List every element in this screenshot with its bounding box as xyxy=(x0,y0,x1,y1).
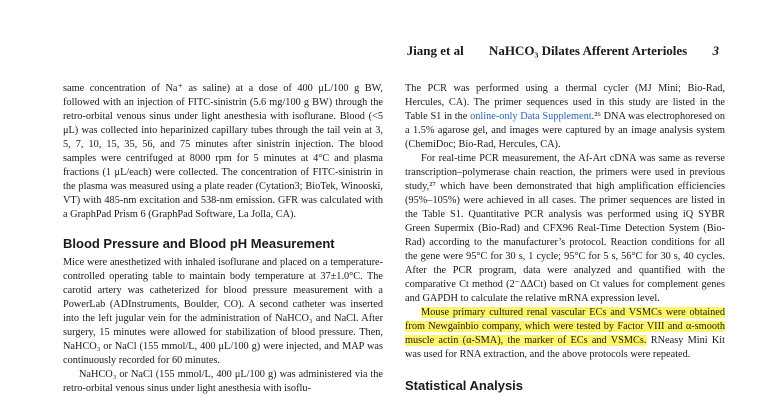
running-head xyxy=(407,43,719,59)
running-head-title: NaHCO₃ Dilates Afferent Arterioles xyxy=(489,43,688,58)
blood-ph-paragraph: NaHCO₃ or NaCl (155 mmol/L, 400 μL/100 g) was administered via the retro-orbital venous sinus under light anesthesia with isoflu- xyxy=(63,369,383,394)
right-column xyxy=(405,82,725,398)
data-supplement-link[interactable]: online-only Data Supplement xyxy=(470,111,592,122)
section-heading-blood-pressure: Blood Pressure and Blood pH Measurement xyxy=(63,236,335,251)
highlighted-text: Mouse primary cultured renal vascular ECs and VSMCs were obtained from Newgainbio company, which were tested by Factor VIII and α-smooth muscle actin (α-SMA), the marker of ECs and VSMCs. xyxy=(405,307,725,346)
pcr-text-1: The PCR was performed using a thermal cycler (MJ Mini; Bio-Rad, Hercules, CA). The primer sequences used in this study are listed in the Table S1 in the xyxy=(405,83,725,122)
section-heading-statistical-analysis: Statistical Analysis xyxy=(405,378,524,393)
blood-pressure-paragraph: Mice were anesthetized with inhaled isoflurane and placed on a temperature-controlled operating table to maintain body temperature at 37±1.0°C. The carotid artery was catheterized for blood pressure measurement with a PowerLab (ADInstruments, Boulder, CO). A second catheter was inserted into the left jugular vein for the administration of NaHCO₃ and NaCl. After surgery, 15 minutes were allowed for stabilization of blood pressure. Then, NaHCO₃ or NaCl (155 mmol/L, 400 μL/100 g) were injected, and MAP was continuously recorded for 60 minutes. xyxy=(63,257,383,366)
running-head-authors: Jiang et al xyxy=(406,43,464,58)
pcr-text-2: .²⁶ DNA was electrophoresed on a 1.5% agarose gel, and images were captured by an image analysis system (ChemiDoc; Bio-Rad, Hercules, CA). xyxy=(405,111,725,150)
cell-culture-paragraph xyxy=(405,306,725,362)
gfr-paragraph: same concentration of Na⁺ as saline) at a dose of 400 μL/100 g BW, followed with an injection of FITC-sinistrin (5.6 mg/100 g BW) through the retro-orbital venous sinus under light anesthesia with isoflurane. Blood (<5 μL) was collected into heparinized capillary tubes through the tail vein at 3, 5, 7, 10, 15, 35, 56, and 75 minutes after sinistrin injection. The blood samples were centrifuged at 8000 rpm for 5 minutes at 4°C and plasma fractions (1 μL/each) were collected. The concentration of FITC-sinistrin in the plasma was measured using a plate reader (Cytation3; BioTek, Winooski, VT) with 485-nm excitation and 538-nm emission. GFR was calculated with a GraphPad Prism 6 (GraphPad Software, La Jolla, CA). xyxy=(63,83,383,220)
cell-culture-text: RNeasy Mini Kit was used for RNA extraction, and the above protocols were repeated. xyxy=(405,335,725,360)
pcr-paragraph xyxy=(405,82,725,152)
realtime-pcr-paragraph: For real-time PCR measurement, the Af-Art cDNA was same as reverse transcription–polymerase chain reaction, the primers were used in previous study,²⁷ which have been demonstrated that high amplification efficiencies (95%–105%) were achieved in all cases. The primer sequences are listed in the Table S1. Quantitative PCR analysis was performed using iQ SYBR Green Supermix (Bio-Rad) and CFX96 Real-Time Detection System (Bio-Rad) according to the manufacturer’s protocol. Reaction conditions for all the gene were 95°C for 30 s, 1 cycle; 95°C for 5 s, 56°C for 30 s, 40 cycles. After the PCR program, data were analyzed and quantified with the comparative Ct method (2⁻ΔΔCt) based on Ct values for complement genes and GAPDH to calculate the relative mRNA expression level. xyxy=(405,153,725,304)
page-number: 3 xyxy=(712,43,719,58)
left-column xyxy=(63,82,383,396)
